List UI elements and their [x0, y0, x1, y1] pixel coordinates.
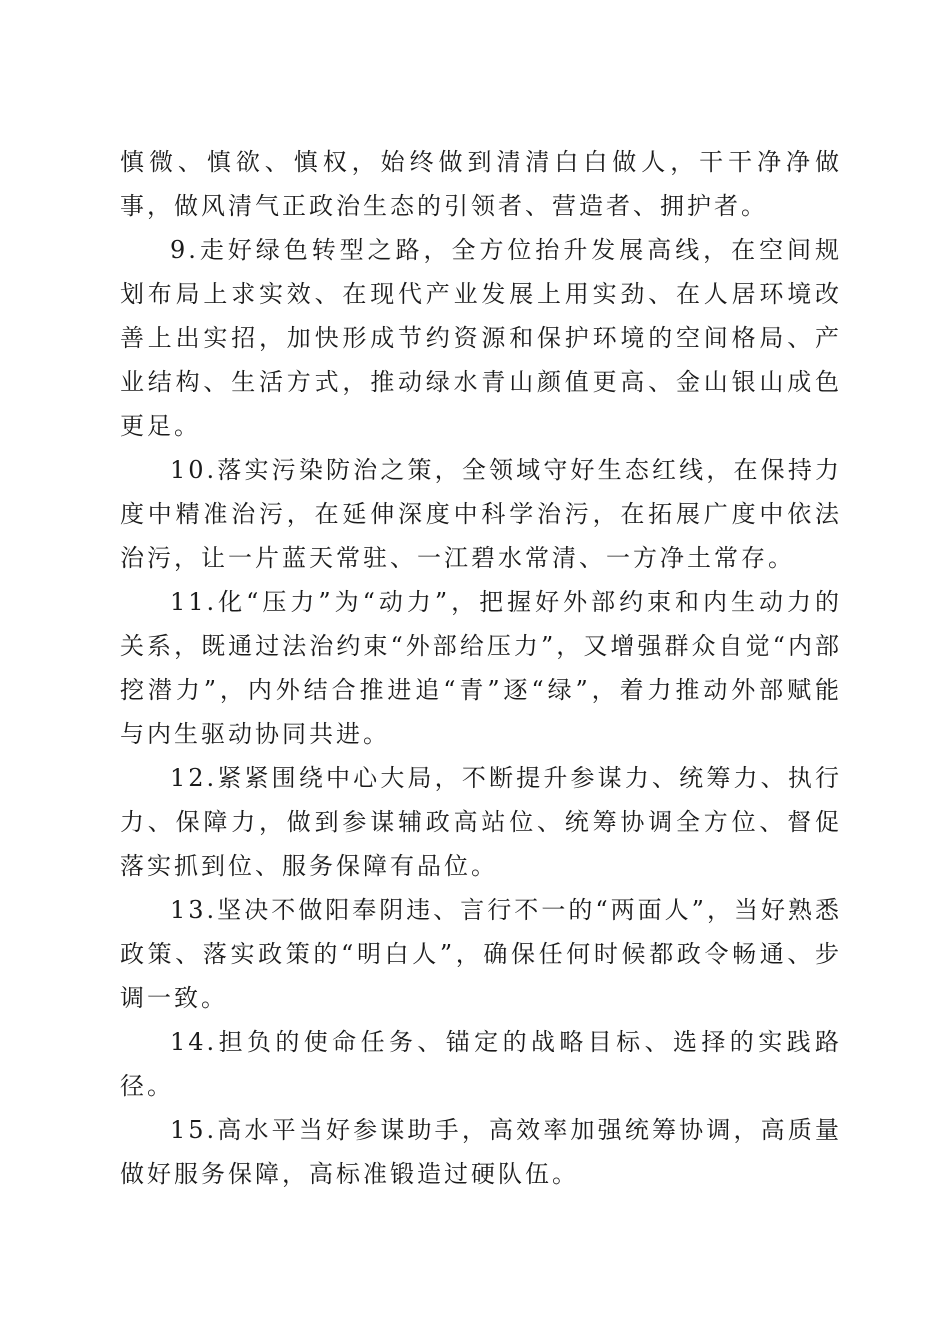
paragraph-11: 11.化“压力”为“动力”，把握好外部约束和内生动力的关系，既通过法治约束“外部给压力”，又增强群众自觉“内部挖潜力”，内外结合推进追“青”逐“绿”，着力推动外部赋能与内生驱动协同共进。 [120, 588, 842, 748]
paragraph-15: 15.高水平当好参谋助手，高效率加强统筹协调，高质量做好服务保障，高标准锻造过硬队伍。 [120, 1116, 842, 1188]
paragraph-14: 14.担负的使命任务、锚定的战略目标、选择的实践路径。 [120, 1028, 842, 1100]
paragraph-10: 10.落实污染防治之策，全领域守好生态红线，在保持力度中精准治污，在延伸深度中科学治污，在拓展广度中依法治污，让一片蓝天常驻、一江碧水常清、一方净土常存。 [120, 456, 842, 572]
paragraph-12: 12.紧紧围绕中心大局，不断提升参谋力、统筹力、执行力、保障力，做到参谋辅政高站位、统筹协调全方位、督促落实抓到位、服务保障有品位。 [120, 764, 842, 880]
paragraph-13: 13.坚决不做阳奉阴违、言行不一的“两面人”，当好熟悉政策、落实政策的“明白人”，确保任何时候都政令畅通、步调一致。 [120, 896, 842, 1012]
paragraph-9: 9.走好绿色转型之路，全方位抬升发展高线，在空间规划布局上求实效、在现代产业发展上用实劲、在人居环境改善上出实招，加快形成节约资源和保护环境的空间格局、产业结构、生活方式，推动绿水青山颜值更高、金山银山成色更足。 [120, 236, 842, 440]
paragraph-continued: 慎微、慎欲、慎权，始终做到清清白白做人，干干净净做事，做风清气正政治生态的引领者、营造者、拥护者。 [120, 148, 842, 220]
document-body [120, 140, 842, 1196]
